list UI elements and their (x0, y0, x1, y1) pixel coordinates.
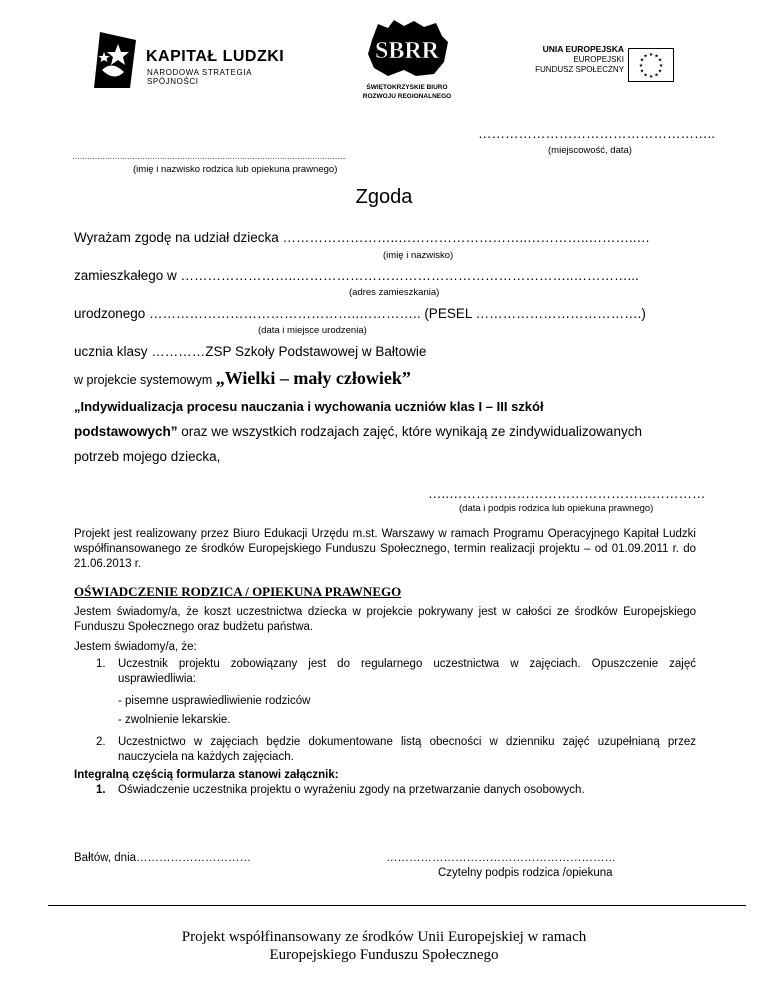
consent-line-needs: potrzeb mojego dziecka, (74, 449, 221, 464)
svg-text:★: ★ (638, 63, 644, 69)
kapital-ludzki-logo (90, 30, 290, 100)
caption-child-name: (imię i nazwisko) (383, 250, 454, 261)
caption-birth: (data i miejsce urodzenia) (258, 325, 367, 336)
eu-line1: UNIA EUROPEJSKA (542, 44, 624, 54)
parent-name-caption: (imię i nazwisko rodzica lub opiekuna prawnego) (133, 164, 338, 175)
svg-text:★: ★ (643, 72, 648, 79)
page-title: Zgoda (355, 186, 413, 208)
consent-line-birth: urodzonego ………………………………………..………….. (PESEL ……………………………….) (74, 306, 646, 321)
kapital-ludzki-title: KAPITAŁ LUDZKI (146, 48, 285, 65)
statement-p1: Jestem świadomy/a, że koszt uczestnictwa dziecka w projekcie pokrywany jest w całości ze środków Europejskiego Funduszu Społecznego oraz budżetu państwa. (74, 606, 696, 633)
project-subtitle-bold: podstawowych” (74, 424, 178, 439)
caption-address: (adres zamieszkania) (349, 287, 440, 298)
parent-name-dots: ……………………………………………………………………………………………….. (72, 152, 346, 161)
item2-text: Uczestnictwo w zajęciach będzie dokumentowane listą obecności w dzienniku zajęć uzupełnianą przez nauczyciela na każdych zajęciach. (118, 736, 696, 763)
project-info: Projekt jest realizowany przez Biuro Edukacji Urzędu m.st. Warszawy w ramach Programu Operacyjnego Kapitał Ludzki współfinansowanego ze środków Europejskiego Funduszu Społecznego, termin realizacji projektu – od 01.09.2011 r. do 21.06.2013 r. (74, 528, 696, 570)
consent-line-project (74, 368, 411, 389)
bottom-place-date: Bałtów, dnia………………………… (74, 852, 252, 864)
statement-heading: OŚWIADCZENIE RODZICA / OPIEKUNA PRAWNEGO (74, 584, 402, 599)
sub-item-written: - pisemne usprawiedliwienie rodziców (118, 695, 311, 707)
sbrr-line2: ROZWOJU REGIONALNEGO (362, 93, 452, 100)
parent-sign-caption: (data i podpis rodzica lub opiekuna prawnego) (459, 503, 654, 514)
project-subtitle-line2 (74, 424, 642, 439)
project-name: „Wielki – mały człowiek” (215, 368, 411, 388)
eu-logo (512, 44, 682, 94)
sbrr-logo (352, 18, 462, 108)
eu-flag-icon (628, 48, 674, 82)
place-date-caption: (miejscowość, data) (548, 145, 632, 156)
item1-text: Uczestnik projektu zobowiązany jest do regularnego uczestnictwa w zajęciach. Opuszczenie zajęć usprawiedliwia: (118, 658, 696, 685)
consent-line-class: ucznia klasy …………ZSP Szkoły Podstawowej w Bałtowie (74, 344, 427, 359)
svg-text:★: ★ (654, 53, 659, 60)
svg-text:★: ★ (657, 57, 663, 64)
svg-text:★: ★ (643, 53, 648, 60)
svg-text:★: ★ (658, 63, 664, 69)
attachment-item: Oświadczenie uczestnika projektu o wyrażeniu zgody na przetwarzanie danych osobowych. (118, 784, 585, 796)
bottom-sign-caption: Czytelny podpis rodzica /opiekuna (438, 867, 613, 879)
attachment-number: 1. (96, 784, 106, 796)
eu-line3: FUNDUSZ SPOŁECZNY (535, 65, 624, 74)
statement-p2: Jestem świadomy/a, że: (74, 641, 197, 653)
sub-item-medical: - zwolnienie lekarskie. (118, 714, 231, 726)
svg-text:★: ★ (639, 68, 645, 75)
footer-line2: Europejskiego Funduszu Społecznego (269, 947, 499, 963)
project-prefix: w projekcie systemowym (74, 373, 216, 387)
svg-text:★: ★ (639, 57, 645, 64)
footer-divider (48, 905, 746, 906)
svg-text:★: ★ (654, 72, 659, 79)
svg-text:★: ★ (657, 68, 663, 75)
eu-line2: EUROPEJSKI (573, 55, 624, 64)
svg-text:★: ★ (648, 74, 654, 80)
sbrr-line1: ŚWIĘTOKRZYSKIE BIURO (366, 84, 448, 91)
kapital-ludzki-emblem-icon (90, 30, 138, 90)
consent-line-child: Wyrażam zgodę na udział dziecka ……………………..………………………..…………..………..… (74, 230, 650, 245)
project-subtitle-line1: „Indywidualizacja procesu nauczania i wychowania uczniów klas I – III szkół (74, 399, 544, 414)
sbrr-emblem-icon (364, 18, 450, 78)
consent-line-address: zamieszkałego w ……………………..……………………………………………………..…………... (74, 268, 639, 283)
attachment-heading: Integralną częścią formularza stanowi załącznik: (74, 769, 339, 781)
parent-sign-dots: …..………………………………………………… (428, 486, 706, 501)
item1-number: 1. (96, 658, 106, 670)
svg-text:★: ★ (648, 52, 654, 58)
place-date-dots: …………………………………………….. (478, 126, 716, 141)
project-subtitle-rest: oraz we wszystkich rodzajach zajęć, które wynikają ze zindywidualizowanych (177, 424, 642, 439)
item2-number: 2. (96, 736, 106, 748)
footer-line1: Projekt współfinansowany ze środków Unii Europejskiej w ramach (181, 929, 587, 945)
bottom-sign-dots: …………………………………………………… (386, 852, 616, 864)
kapital-ludzki-subtitle: NARODOWA STRATEGIA SPÓJNOŚCI (147, 68, 252, 86)
sbrr-mark-text: SBRR (374, 38, 440, 64)
